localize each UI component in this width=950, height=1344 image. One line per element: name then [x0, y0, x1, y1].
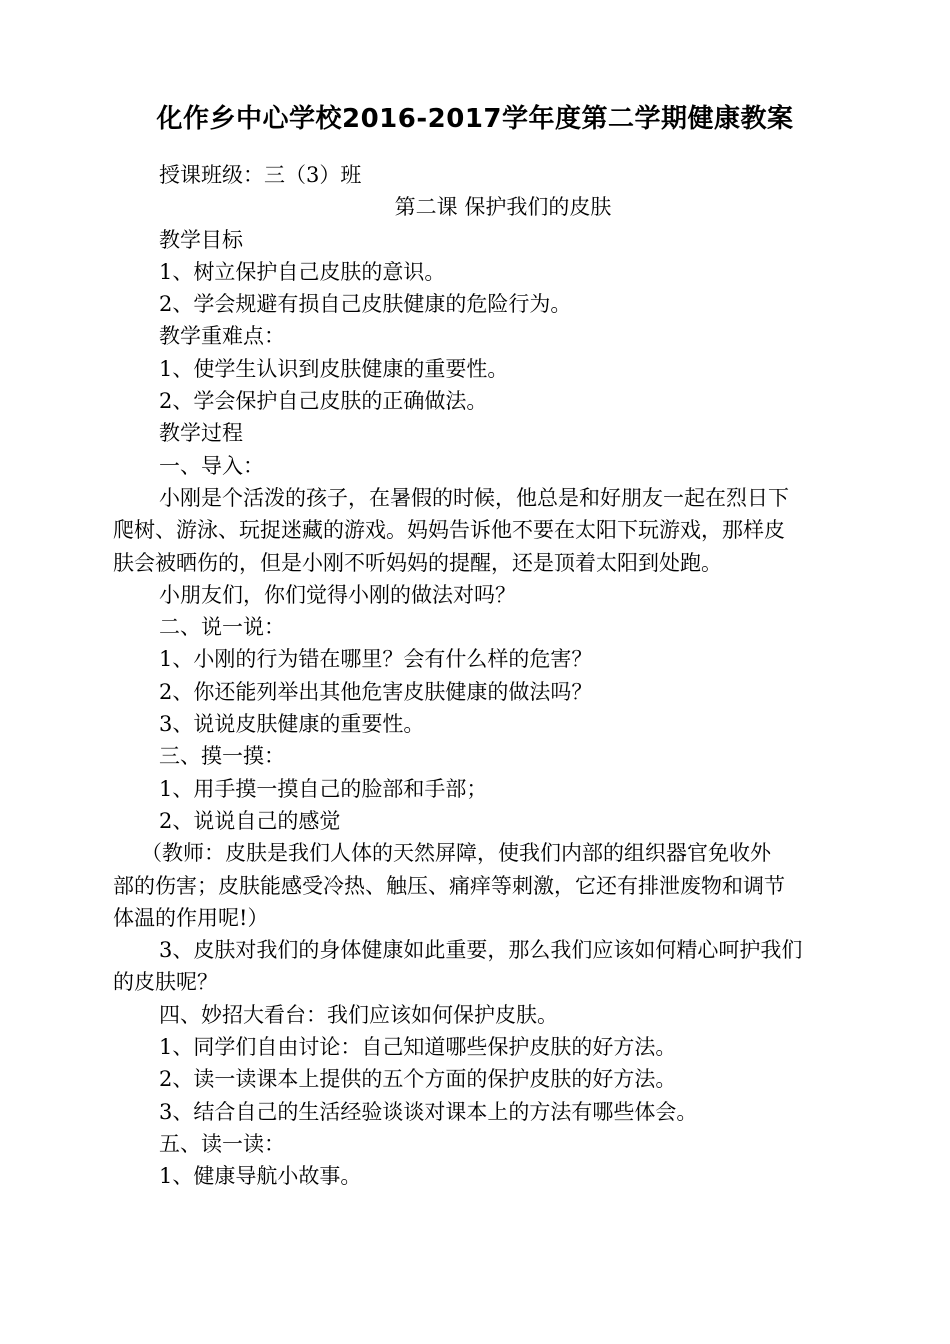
- text-line: 的皮肤呢？: [113, 970, 218, 995]
- text-line: 2、学会保护自己皮肤的正确做法。: [159, 389, 488, 414]
- text-line: 3、皮肤对我们的身体健康如此重要，那么我们应该如何精心呵护我们: [159, 938, 803, 963]
- text-line: 小刚是个活泼的孩子，在暑假的时候，他总是和好朋友一起在烈日下: [159, 485, 789, 510]
- text-line: 1、树立保护自己皮肤的意识。: [159, 259, 446, 284]
- text-line: 2、说说自己的感觉: [159, 808, 341, 833]
- text-line: 教学过程: [159, 421, 243, 446]
- text-line: 3、结合自己的生活经验谈谈对课本上的方法有哪些体会。: [159, 1099, 698, 1124]
- text-line: 体温的作用呢!）: [113, 905, 269, 930]
- text-line: 肤会被晒伤的，但是小刚不听妈妈的提醒，还是顶着太阳到处跑。: [113, 550, 722, 575]
- text-line: 部的伤害；皮肤能感受冷热、触压、痛痒等刺激，它还有排泄废物和调节: [113, 873, 785, 898]
- text-line: 1、使学生认识到皮肤健康的重要性。: [159, 356, 509, 381]
- text-line: 一、导入：: [159, 453, 264, 478]
- text-line: 1、健康导航小故事。: [159, 1164, 362, 1189]
- text-line: 爬树、游泳、玩捉迷藏的游戏。妈妈告诉他不要在太阳下玩游戏，那样皮: [113, 518, 785, 543]
- document-title: 化作乡中心学校2016-2017学年度第二学期健康教案: [156, 104, 794, 134]
- text-line: 1、小刚的行为错在哪里？会有什么样的危害？: [159, 647, 593, 672]
- text-line: 3、说说皮肤健康的重要性。: [159, 712, 425, 737]
- text-line: 教学重难点：: [159, 324, 285, 349]
- text-line: 小朋友们，你们觉得小刚的做法对吗？: [159, 582, 516, 607]
- text-line: 1、用手摸一摸自己的脸部和手部；: [159, 776, 488, 801]
- lesson-content: [113, 224, 853, 1193]
- text-line: 三、摸一摸：: [159, 744, 285, 769]
- text-line: 四、妙招大看台：我们应该如何保护皮肤。: [159, 1002, 558, 1027]
- lesson-title: 第二课 保护我们的皮肤: [394, 195, 612, 220]
- document-body: [113, 159, 853, 1193]
- text-line: 教学目标: [159, 227, 243, 252]
- text-line: （教师：皮肤是我们人体的天然屏障，使我们内部的组织器官免收外: [141, 841, 771, 866]
- text-line: 2、读一读课本上提供的五个方面的保护皮肤的好方法。: [159, 1067, 677, 1092]
- text-line: 二、说一说：: [159, 615, 285, 640]
- text-line: 五、读一读：: [159, 1131, 285, 1156]
- text-line: 1、同学们自由讨论：自己知道哪些保护皮肤的好方法。: [159, 1035, 677, 1060]
- class-line: 授课班级：三（3）班: [159, 163, 362, 187]
- text-line: 2、学会规避有损自己皮肤健康的危险行为。: [159, 292, 572, 317]
- text-line: 2、你还能列举出其他危害皮肤健康的做法吗？: [159, 679, 593, 704]
